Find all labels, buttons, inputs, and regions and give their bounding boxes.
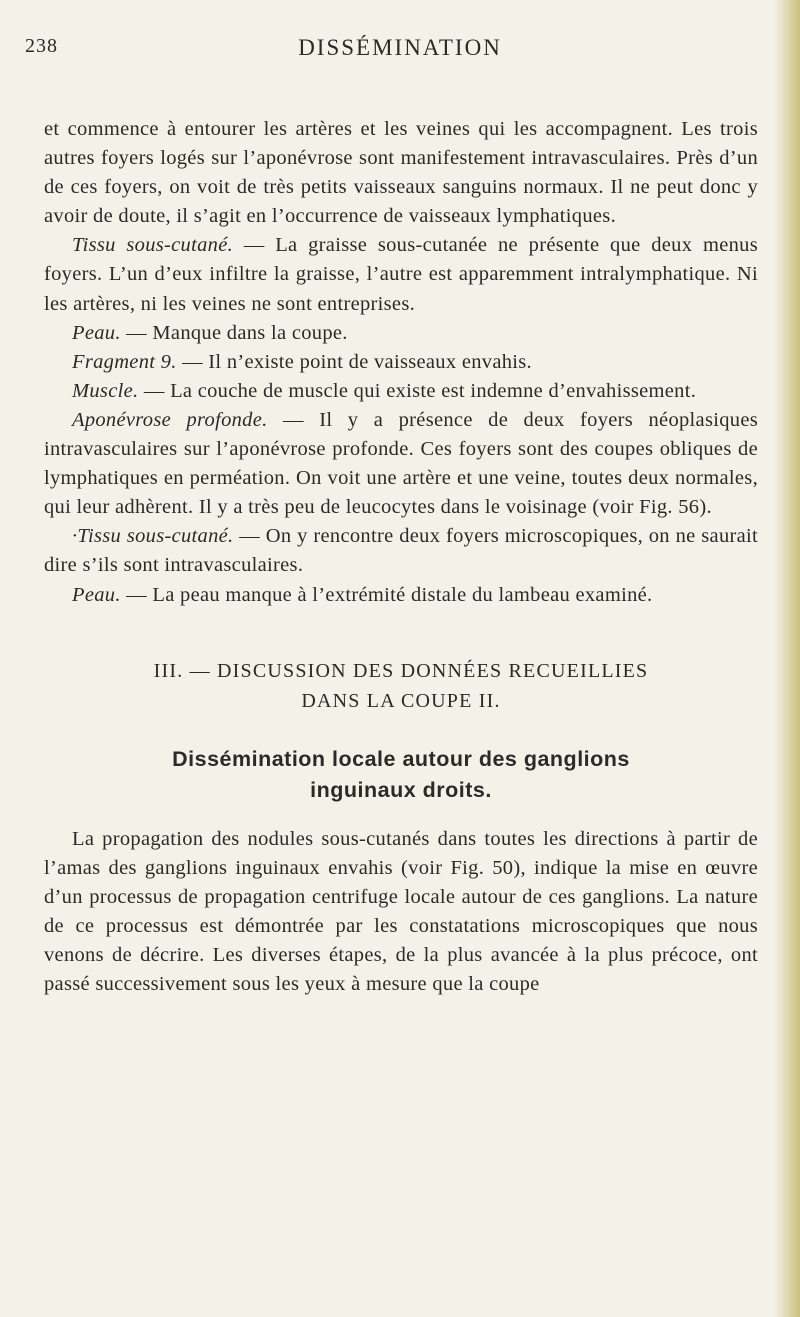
paragraph-label: Fragment 9. [72, 350, 177, 373]
page-header [0, 35, 800, 65]
paragraph-tissu-sous-cutane-2 [44, 522, 758, 580]
paragraph-text: — La peau manque à l’extrémité distale du lambeau examiné. [120, 583, 653, 606]
paragraph-propagation: La propagation des nodules sous-cutanés dans toutes les directions à partir de l’amas des ganglions inguinaux envahis (voir Fig. 50), indique la mise en œuvre d’un processus de propagation centrifuge locale autour de ces ganglions. La nature de ce processus est démontrée par les constatations microscopiques que nous venons de décrire. Les diverses étapes, de la plus avancée à la plus précoce, ont passé successivement sous les yeux à mesure que la coupe [44, 827, 758, 996]
paragraph-peau [44, 319, 758, 348]
paragraph-muscle [44, 377, 758, 406]
paragraph-text: — On y rencontre deux foyers microscopiques, on ne saurait dire s’ils sont intravasculaires. [44, 525, 759, 577]
subheading-line-2: inguinaux droits. [310, 778, 492, 803]
paragraph-text: — Il n’existe point de vaisseaux envahis. [176, 350, 532, 373]
paragraph-tissu-sous-cutane [44, 231, 758, 318]
section-heading-line-2: DANS LA COUPE II. [301, 689, 501, 712]
section-heading [44, 656, 758, 716]
paragraph-peau-2 [44, 581, 758, 610]
page-edge-shadow [774, 0, 800, 1317]
paragraph-fragment-9 [44, 348, 758, 377]
paragraph-aponevrose-profonde [44, 406, 758, 522]
paragraph-text: — Il y a présence de deux foyers néoplasiques intravasculaires sur l’aponévrose profonde. Ces foyers sont des coupes obliques de lymphatiques en perméation. On voit une artère et une veine, toutes deux normales, qui leur adhèrent. Il y a très peu de leucocytes dans le voisinage (voir Fig. 56). [44, 408, 758, 519]
subheading-line-1: Dissémination locale autour des ganglions [172, 746, 630, 771]
section-heading-line-1: III. — DISCUSSION DES DONNÉES RECUEILLIES [153, 659, 649, 682]
paragraph-label: ·Tissu sous-cutané. [72, 525, 234, 548]
paragraph-text: — La couche de muscle qui existe est indemne d’envahissement. [138, 379, 697, 402]
paragraph-text: — La graisse sous-cutanée ne présente que deux menus foyers. L’un d’eux infiltre la graisse, l’autre est apparemment intralymphatique. Ni les artères, ni les veines ne sont entreprises. [44, 234, 758, 315]
paragraph-text: — Manque dans la coupe. [120, 321, 348, 344]
paragraph-label: Aponévrose profonde. [72, 408, 268, 431]
paragraph-label: Muscle. [72, 379, 139, 402]
paragraph-label: Tissu sous-cutané. [72, 234, 234, 257]
page-number: 238 [25, 35, 58, 57]
paragraph-label: Peau. [72, 321, 121, 344]
paragraph-1: et commence à entourer les artères et les veines qui les accompagnent. Les trois autres foyers logés sur l’aponévrose sont manifestement intravasculaires. Près d’un de ces foyers, on voit de très petits vaisseaux sanguins normaux. Il ne peut donc y avoir de doute, il s’agit en l’occurrence de vaisseaux lymphatiques. [44, 118, 758, 228]
paragraph-label: Peau. [72, 583, 121, 606]
subheading [44, 744, 758, 807]
page-body [44, 115, 758, 999]
running-title: DISSÉMINATION [298, 35, 502, 60]
